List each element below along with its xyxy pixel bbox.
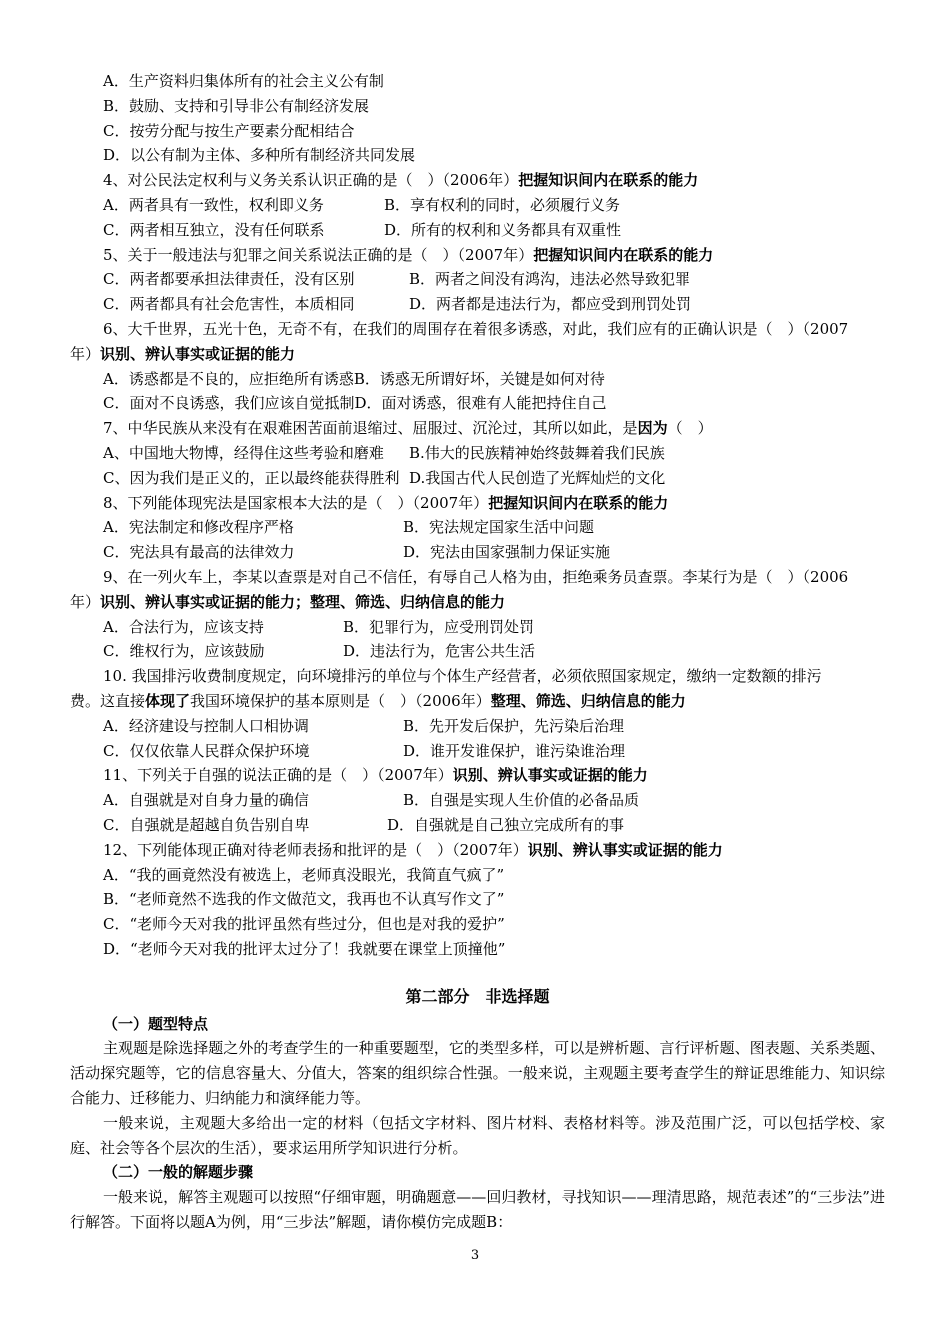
q12-option-c: C．“老师今天对我的批评虽然有些过分，但也是对我的爱护”	[103, 915, 505, 934]
q9-options-cd: C．维权行为，应该鼓励 D．违法行为，危害公共生活	[103, 642, 536, 661]
part2-paragraph-1: 主观题是除选择题之外的考查学生的一种重要题型，它的类型多样，可以是辨析题、言行评析题、图表题、关系类题、活动探究题等，它的信息容量大、分值大，答案的组织综合性强。一般来说，主观题主要考查学生的辩证思维能力、知识综合能力、迁移能力、归纳能力和演绎能力等。	[70, 1039, 885, 1108]
q7-stem: 7、中华民族从来没有在艰难困苦面前退缩过、屈服过、沉沦过，其所以如此，是因为（ ）	[103, 419, 713, 438]
q10-ability-tag: 整理、筛选、归纳信息的能力	[490, 691, 686, 710]
q3-option-a: A．生产资料归集体所有的社会主义公有制	[103, 72, 384, 90]
q7-options-cd: C、因为我们是正义的，正以最终能获得胜利 D.我国古代人民创造了光辉灿烂的文化	[103, 468, 666, 487]
q12-stem: 12、下列能体现正确对待老师表扬和批评的是（ ）（2007年）识别、辨认事实或证据的能力	[103, 840, 723, 859]
q11-options-cd: C．自强就是超越自负告别自卑 D．自强就是自己独立完成所有的事	[103, 815, 625, 834]
q6-stem-line1: 6、大千世界，五光十色，无奇不有，在我们的周围存在着很多诱惑，对此，我们应有的正确认识是（ ）（2007	[103, 319, 849, 338]
q5-options-cd: C．两者都具有社会危害性，本质相同 D．两者都是违法行为，都应受到刑罚处罚	[103, 295, 692, 314]
q6-options-ab: A．诱惑都是不良的，应拒绝所有诱惑B．诱惑无所谓好坏，关键是如何对待	[103, 369, 605, 388]
q9-stem-line2: 年）识别、辨认事实或证据的能力；整理、筛选、归纳信息的能力	[70, 592, 506, 611]
q12-option-b: B．“老师竟然不选我的作文做范文，我再也不认真写作文了”	[103, 890, 505, 909]
q12-ability-tag: 识别、辨认事实或证据的能力	[527, 840, 723, 859]
q3-option-b: B．鼓励、支持和引导非公有制经济发展	[103, 96, 370, 115]
q4-options-ab: A．两者具有一致性，权利即义务 B．享有权利的同时，必须履行义务	[103, 195, 621, 214]
q8-options-cd: C．宪法具有最高的法律效力 D．宪法由国家强制力保证实施	[103, 543, 611, 562]
q9-ability-tag: 识别、辨认事实或证据的能力；整理、筛选、归纳信息的能力	[100, 592, 506, 611]
q11-options-ab: A．自强就是对自身力量的确信 B．自强是实现人生价值的必备品质	[103, 791, 640, 810]
q9-stem-line1: 9、在一列火车上，李某以查票是对自己不信任，有辱自己人格为由，拒绝乘务员查票。李某行为是（ ）（2006	[103, 567, 849, 586]
q10-options-cd: C．仅仅依靠人民群众保护环境 D．谁开发谁保护，谁污染谁治理	[103, 741, 626, 760]
q5-stem: 5、关于一般违法与犯罪之间关系说法正确的是（ ）（2007年）把握知识间内在联系的能力	[103, 245, 714, 264]
q9-options-ab: A．合法行为，应该支持 B．犯罪行为，应受刑罚处罚	[103, 617, 535, 636]
q12-option-d: D．“老师今天对我的批评太过分了！我就要在课堂上顶撞他”	[103, 939, 506, 958]
q8-stem: 8、下列能体现宪法是国家根本大法的是（ ）（2007年）把握知识间内在联系的能力	[103, 493, 669, 512]
q11-stem: 11、下列关于自强的说法正确的是（ ）（2007年）识别、辨认事实或证据的能力	[103, 766, 648, 785]
q6-ability-tag: 识别、辨认事实或证据的能力	[100, 344, 296, 363]
q8-ability-tag: 把握知识间内在联系的能力	[488, 493, 669, 512]
part2-title: 第二部分 非选择题	[405, 986, 550, 1006]
q4-stem: 4、对公民法定权利与义务关系认识正确的是（ ）（2006年）把握知识间内在联系的能力	[103, 171, 699, 190]
document-body	[70, 69, 885, 1235]
page-number: 3	[470, 1248, 480, 1263]
q4-ability-tag: 把握知识间内在联系的能力	[518, 171, 699, 190]
q7-options-ab: A、中国地大物博，经得住这些考验和磨难 B.伟大的民族精神始终鼓舞着我们民族	[103, 443, 665, 462]
part2-paragraph-3: 一般来说，解答主观题可以按照“仔细审题，明确题意——回归教材，寻找知识——理清思路，规范表述”的“三步法”进行解答。下面将以题A为例，用“三步法”解题，请你模仿完成题B：	[70, 1188, 885, 1232]
q3-option-d: D．以公有制为主体、多种所有制经济共同发展	[103, 146, 416, 165]
q12-option-a: A．“我的画竟然没有被选上，老师真没眼光，我简直气疯了”	[103, 865, 505, 884]
q11-ability-tag: 识别、辨认事实或证据的能力	[452, 766, 648, 785]
q10-stem-line1: 10. 我国排污收费制度规定，向环境排污的单位与个体生产经营者，必须依照国家规定，缴纳一定数额的排污	[103, 667, 822, 686]
q4-options-cd: C．两者相互独立，没有任何联系 D．所有的权利和义务都具有双重性	[103, 220, 622, 239]
q8-options-ab: A．宪法制定和修改程序严格 B．宪法规定国家生活中问题	[103, 518, 595, 537]
q6-options-cd: C．面对不良诱惑，我们应该自觉抵制D．面对诱惑，很难有人能把持住自己	[103, 394, 607, 413]
q6-stem-line2: 年）识别、辨认事实或证据的能力	[70, 344, 296, 363]
part2-heading-steps: （二）一般的解题步骤	[103, 1163, 254, 1182]
q10-stem-line2: 费。这直接体现了我国环境保护的基本原则是（ ）（2006年）整理、筛选、归纳信息的能力	[70, 691, 686, 710]
q5-ability-tag: 把握知识间内在联系的能力	[533, 245, 714, 264]
q3-option-c: C．按劳分配与按生产要素分配相结合	[103, 121, 355, 140]
q5-options-ab: C．两者都要承担法律责任，没有区别 B．两者之间没有鸿沟，违法必然导致犯罪	[103, 270, 691, 289]
q10-options-ab: A．经济建设与控制人口相协调 B．先开发后保护，先污染后治理	[103, 716, 625, 735]
part2-heading-features: （一）题型特点	[103, 1014, 209, 1033]
part2-paragraph-2: 一般来说，主观题大多给出一定的材料（包括文字材料、图片材料、表格材料等。涉及范围广泛，可以包括学校、家庭、社会等各个层次的生活），要求运用所学知识进行分析。	[70, 1113, 885, 1157]
